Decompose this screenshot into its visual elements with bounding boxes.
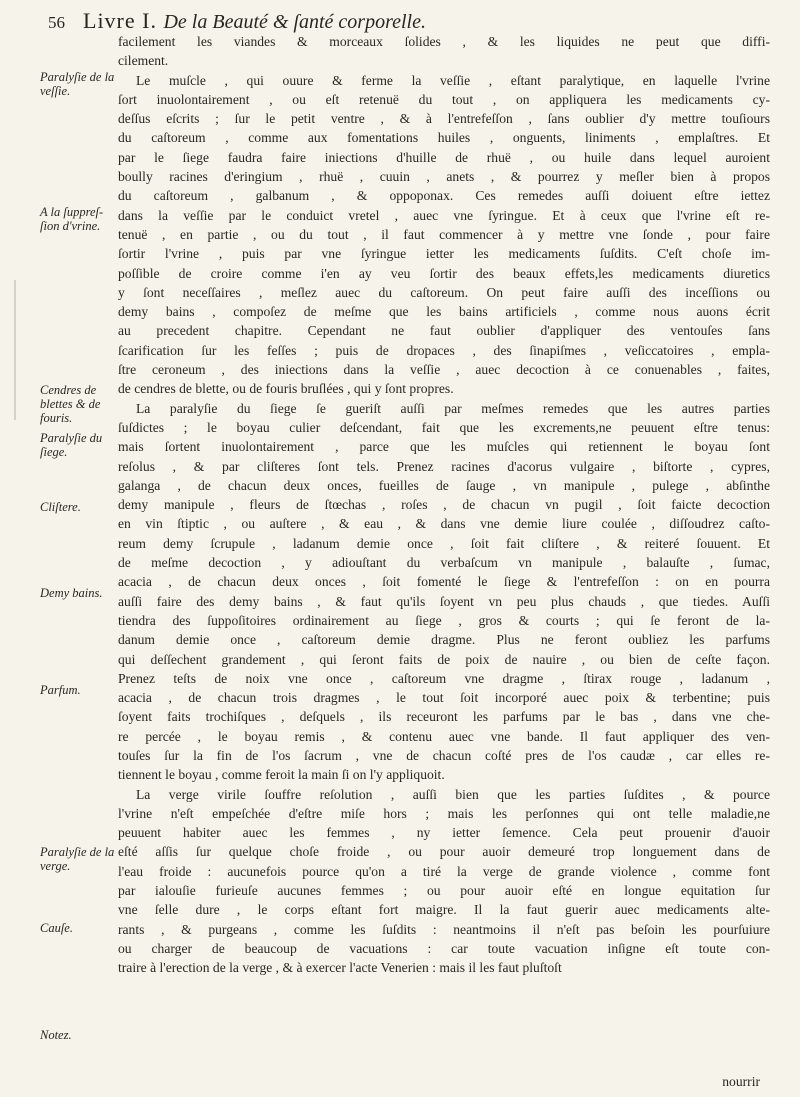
margin-note: Cauſe. xyxy=(40,921,73,935)
text-line: ſortir l'vrine , puis par vne ſyringue ietter les medicaments ſuſdits. C'eſt choſe im- xyxy=(118,246,770,262)
text-line: galanga , de chacun deux onces, fueilles de ſauge , vn manipule , pulege , abſinthe xyxy=(118,477,770,493)
text-line: ſcarification ſur les feſſes ; puis de dropaces , des ſinapiſmes , veſiccatoires , empla- xyxy=(118,342,770,358)
text-line: reſolus , & par cliſteres ſont tels. Prenez racines d'acorus vulgaire , biſtorte , cypres, xyxy=(118,458,770,474)
text-line: demy bains , compoſez de meſme que les bains artificiels , comme nous auons écrit xyxy=(118,304,770,320)
text-line: ſoyent faits trochiſques , deſquels , ils receuront les parfums par le bas , dans vne che- xyxy=(118,709,770,725)
margin-note: Paralyſie du ſiege. xyxy=(40,431,103,459)
text-line: deſſus eſcrits ; ſur le petit ventre , & à l'entrefeſſon , ſans oublier d'y mettre touſiours xyxy=(118,111,770,127)
text-line: en vin ſtiptic , ou auſtere , & eau , & dans vne demie liure coulée , diſſoudrez caſto- xyxy=(118,516,770,532)
text-line: de cendres de blette, ou de fouris bruſlées , qui y ſont propres. xyxy=(118,381,454,397)
text-line: auſſi faire des demy bains , & faut qu'ils ſoyent vn peu plus chauds , que tiedes. Auſſi xyxy=(118,593,770,609)
text-line: La paralyſie du ſiege ſe gueriſt auſſi par meſmes remedes que les autres parties xyxy=(136,400,770,416)
text-line: vne ſelle dure , le corps eſtant fort maigre. Il la faut guerir auec medicaments alte- xyxy=(118,902,770,918)
text-line: danum demie once , caſtoreum demie dragme. Plus ne feront oubliez les parfums xyxy=(118,632,770,648)
text-line: re percée , le boyau remis , & contenu auec vne bande. Il faut appliquer des ven- xyxy=(118,728,770,744)
text-line: Prenez teſts de noix vne once , caſtoreum vne dragme , ſtirax rouge , ladanum , xyxy=(118,670,770,686)
text-line: ſort inuolontairement , ou eſt retenuë du tout , on appliquera les medicaments cy- xyxy=(118,91,770,107)
margin-note: Paralyſie de la veſſie. xyxy=(40,70,115,98)
text-line: l'eau froide : aucunefois pource qu'on a tiré la verge de grande violence , comme font xyxy=(118,863,770,879)
text-line: cilement. xyxy=(118,53,169,69)
text-line: l'vrine n'eſt empeſchée d'eſtre miſe hors ; mais les perſonnes qui ont telle maladie,ne xyxy=(118,805,770,821)
text-line: qui deſſechent grandement , qui ſeront faits de poix de nauire , ou bien de ceſte façon. xyxy=(118,651,770,667)
margin-note: Parfum. xyxy=(40,683,81,697)
margin-note: Paralyſie de la verge. xyxy=(40,845,115,873)
text-line: mais ſortent inuolontairement , parce que les muſcles qui retiennent le boyau ſont xyxy=(118,439,770,455)
text-line: ou charger de beaucoup de vacuations : car toute vacuation inſigne eſt toute con- xyxy=(118,940,770,956)
text-line: peuuent habiter auec les femmes , ny ietter ſemence. Cela peut prouenir d'auoir xyxy=(118,825,770,841)
margin-note: Cliſtere. xyxy=(40,500,81,514)
text-line: y ſont neceſſaires , meſlez auec du caſtoreum. On peut faire auſſi des inceſſions ou xyxy=(118,284,770,300)
body-text xyxy=(118,32,770,978)
text-line: au precedent chapitre. Cependant ne faut oublier d'appliquer des ventouſes ſans xyxy=(118,323,770,339)
text-line: du caſtoreum , comme aux fomentations huiles , onguents, liniments , emplaſtres. Et xyxy=(118,130,770,146)
text-line: Le muſcle , qui ouure & ferme la veſſie , eſtant paralytique, en laquelle l'vrine xyxy=(136,72,770,88)
text-line: dans la veſſie par le conduict vretel , auec vne ſyringue. Et à ceux que l'vrine eſt re- xyxy=(118,207,770,223)
text-line: rants , & purgeans , comme les ſuſdits : neantmoins il n'eſt pas beſoin les pourſuiure xyxy=(118,921,770,937)
margin-note: A la ſuppreſ- ſion d'vrine. xyxy=(40,205,104,233)
text-line: eſté aſſis ſur quelque choſe froide , ou pour auoir demeuré trop longuement dans de xyxy=(118,844,770,860)
text-line: tiendra des ſuppoſitoires ordinairement au ſiege , gros & courts ; qui ſe feront de la- xyxy=(118,612,770,628)
text-line: du caſtoreum , galbanum , & oppoponax. Ces remedes auſſi doiuent eſtre iettez xyxy=(118,188,770,204)
text-line: boully racines d'eringium , rhuë , cuuin , anets , & pourrez y meſler bien à propos xyxy=(118,169,770,185)
pencil-mark xyxy=(14,280,16,420)
text-line: acacia , de chacun deux onces , ſoit fomenté le ſiege & l'entrefeſſon : on en pourra xyxy=(118,574,770,590)
text-line: touſes ſur la fin de l'os ſacrum , vne de chacun coſté pres de l'os caudæ , car elles re- xyxy=(118,747,770,763)
text-line: par le ſiege faudra faire iniections d'huille de rhuë , ou huile dans lequel auroient xyxy=(118,149,770,165)
text-line: acacia , de chacun trois dragmes , le tout ſoit incorporé auec poix & terbentine; puis xyxy=(118,690,770,706)
text-line: reum demy ſcrupule , ladanum demie once , ſoit fait cliſtere , & reiteré ſouuent. Et xyxy=(118,535,770,551)
text-line: La verge virile ſouffre reſolution , auſſi bien que les parties ſuſdites , & pource xyxy=(136,786,770,802)
running-title-subject: De la Beauté & ſanté corporelle. xyxy=(163,11,426,33)
text-line: traire à l'erection de la verge , & à exercer l'acte Venerien : mais il les faut pluſtoſt xyxy=(118,960,562,976)
text-line: tenuë , en partie , ou du tout , il faut commencer à y mettre vne ſonde , pour faire xyxy=(118,226,770,242)
margin-note: Notez. xyxy=(40,1028,72,1042)
text-line: poſſible de croire comme i'en ay veu ſortir des beaux effets,les medicaments diuretics xyxy=(118,265,770,281)
text-line: tiennent le boyau , comme feroit la main ſi on l'y appliquoit. xyxy=(118,767,445,783)
text-line: ſtre ceroneum , des iniections dans la veſſie , auec decoction à ce conuenables , faites, xyxy=(118,362,770,378)
text-line: par ialouſie furieuſe aucunes femmes ; ou pour auoir eſté en longue equitation ſur xyxy=(118,883,770,899)
running-title xyxy=(83,8,426,34)
text-line: ſuſdictes ; le boyau culier deſcendant, fait que les excrements,ne peuuent eſtre tenus: xyxy=(118,419,770,435)
margin-note: Demy bains. xyxy=(40,586,103,600)
margin-note: Cendres de blettes & de fouris. xyxy=(40,383,101,425)
catchword: nourrir xyxy=(722,1074,760,1089)
text-line: demy manipule , fleurs de ſtœchas , roſes , de chacun vn pugil , ſoit faicte decoction xyxy=(118,497,770,513)
text-line: facilement les viandes & morceaux ſolides , & les liquides ne peut que diffi- xyxy=(118,34,770,49)
running-title-book: Livre I. xyxy=(83,8,157,33)
page-number: 56 xyxy=(48,13,65,32)
text-line: de meſme decoction , y adiouſtant du verbaſcum vn manipule , balauſte , ſumac, xyxy=(118,555,770,571)
